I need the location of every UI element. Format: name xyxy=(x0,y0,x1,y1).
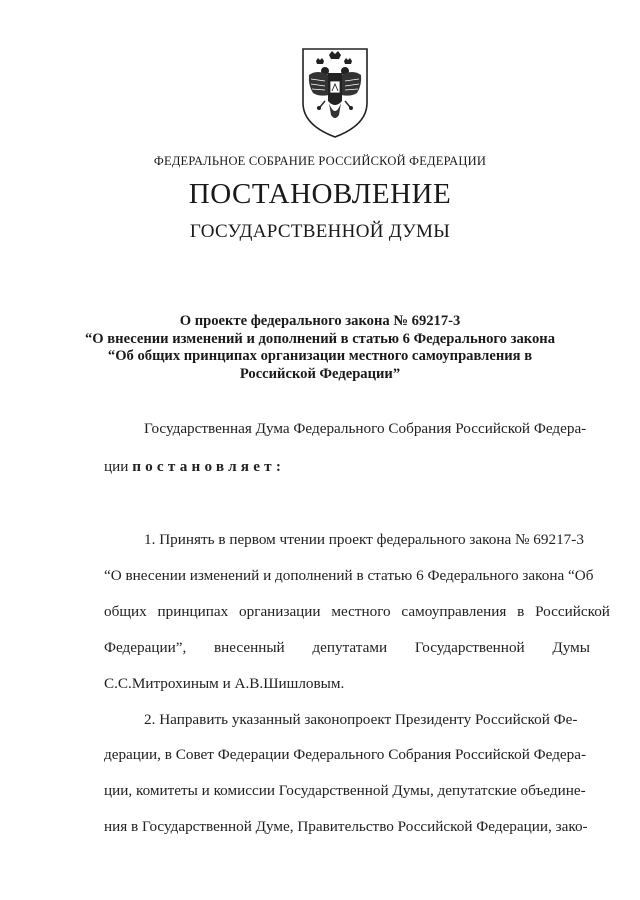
title-line: Российской Федерации” xyxy=(239,365,401,382)
point-2-line: ния в Государственной Думе, Правительство Российской Федерации, зако- xyxy=(104,818,588,835)
point-1-line: 1. Принять в первом чтении проект федерального закона № 69217-3 xyxy=(144,531,584,548)
word: Думы xyxy=(552,639,590,656)
word: Федерации”, xyxy=(104,639,187,656)
word: внесенный xyxy=(214,639,285,656)
point-2-line: 2. Направить указанный законопроект Президенту Российской Фе- xyxy=(144,711,578,728)
preamble-line xyxy=(104,458,285,476)
point-1-line: “О внесении изменений и дополнений в статью 6 Федерального закона “Об xyxy=(104,567,594,584)
document-type: ПОСТАНОВЛЕНИЕ xyxy=(188,178,452,210)
resolution-verb: постановляет: xyxy=(132,458,286,475)
word: депутатами xyxy=(312,639,388,656)
point-1-line xyxy=(104,639,590,657)
title-line: О проекте федерального закона № 69217-3 xyxy=(179,313,461,329)
word: Государственной xyxy=(414,639,525,656)
preamble-prefix: ции xyxy=(104,458,129,475)
organization-name: ФЕДЕРАЛЬНОЕ СОБРАНИЕ РОССИЙСКОЙ ФЕДЕРАЦИИ xyxy=(153,154,487,168)
title-line: “Об общих принципах организации местного самоуправления в xyxy=(107,348,533,364)
resolution-title xyxy=(80,313,560,383)
preamble-line: Государственная Дума Федерального Собрания Российской Федера- xyxy=(144,420,587,437)
point-1-line: С.С.Митрохиным и А.В.Шишловым. xyxy=(104,675,345,692)
coat-of-arms-emblem xyxy=(299,45,371,140)
title-line: “О внесении изменений и дополнений в статью 6 Федерального закона xyxy=(84,330,555,347)
point-2-line: ции, комитеты и комиссии Государственной Думы, депутатские объедине- xyxy=(104,782,586,799)
point-1-line: общих принципах организации местного самоуправления в Российской xyxy=(104,603,610,620)
point-2-line: дерации, в Совет Федерации Федерального Собрания Российской Федера- xyxy=(104,746,587,763)
issuing-body: ГОСУДАРСТВЕННОЙ ДУМЫ xyxy=(189,221,451,242)
